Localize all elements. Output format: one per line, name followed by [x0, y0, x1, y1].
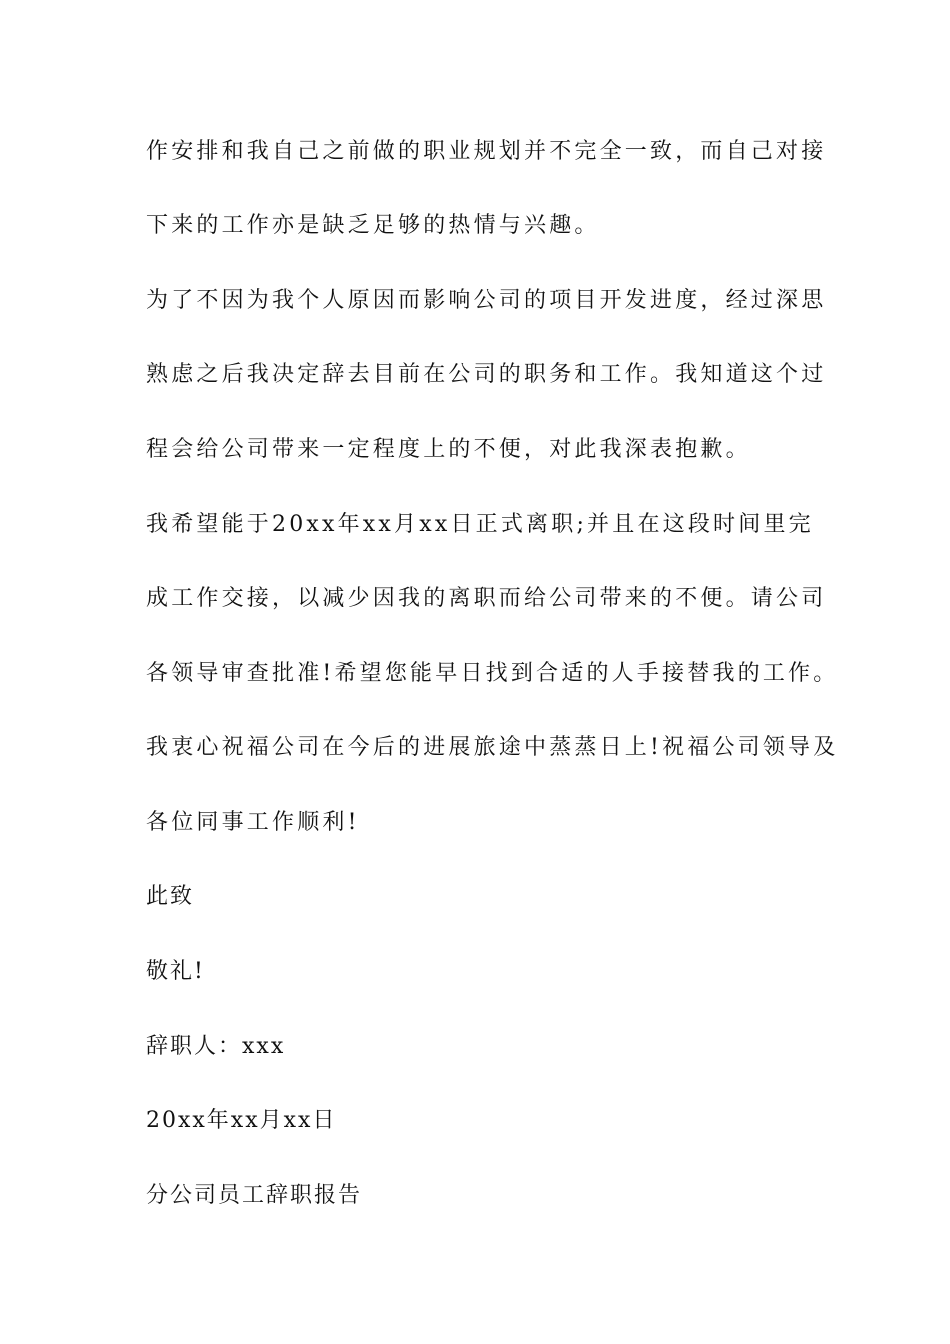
- document-title: 分公司员工辞职报告: [146, 1183, 363, 1208]
- paragraph-line: 成工作交接，以减少因我的离职而给公司带来的不便。请公司: [146, 586, 827, 611]
- signature-line: 辞职人：xxx: [146, 1034, 286, 1059]
- closing-salutation: 此致: [146, 884, 195, 909]
- date-line: 20xx年xx月xx日: [146, 1108, 337, 1133]
- closing-regards: 敬礼!: [146, 959, 205, 984]
- paragraph-line: 我衷心祝福公司在今后的进展旅途中蒸蒸日上!祝福公司领导及: [146, 735, 839, 760]
- paragraph-line: 下来的工作亦是缺乏足够的热情与兴趣。: [146, 213, 600, 238]
- paragraph-line: 熟虑之后我决定辞去目前在公司的职务和工作。我知道这个过: [146, 362, 827, 387]
- paragraph-line: 各位同事工作顺利!: [146, 810, 360, 835]
- paragraph-line: 为了不因为我个人原因而影响公司的项目开发进度，经过深思: [146, 288, 827, 313]
- paragraph-line: 各领导审查批准!希望您能早日找到合适的人手接替我的工作。: [146, 661, 839, 686]
- paragraph-line: 作安排和我自己之前做的职业规划并不完全一致，而自己对接: [146, 139, 827, 164]
- paragraph-line: 程会给公司带来一定程度上的不便，对此我深表抱歉。: [146, 437, 751, 462]
- paragraph-line: 我希望能于20xx年xx月xx日正式离职;并且在这段时间里完: [146, 512, 814, 537]
